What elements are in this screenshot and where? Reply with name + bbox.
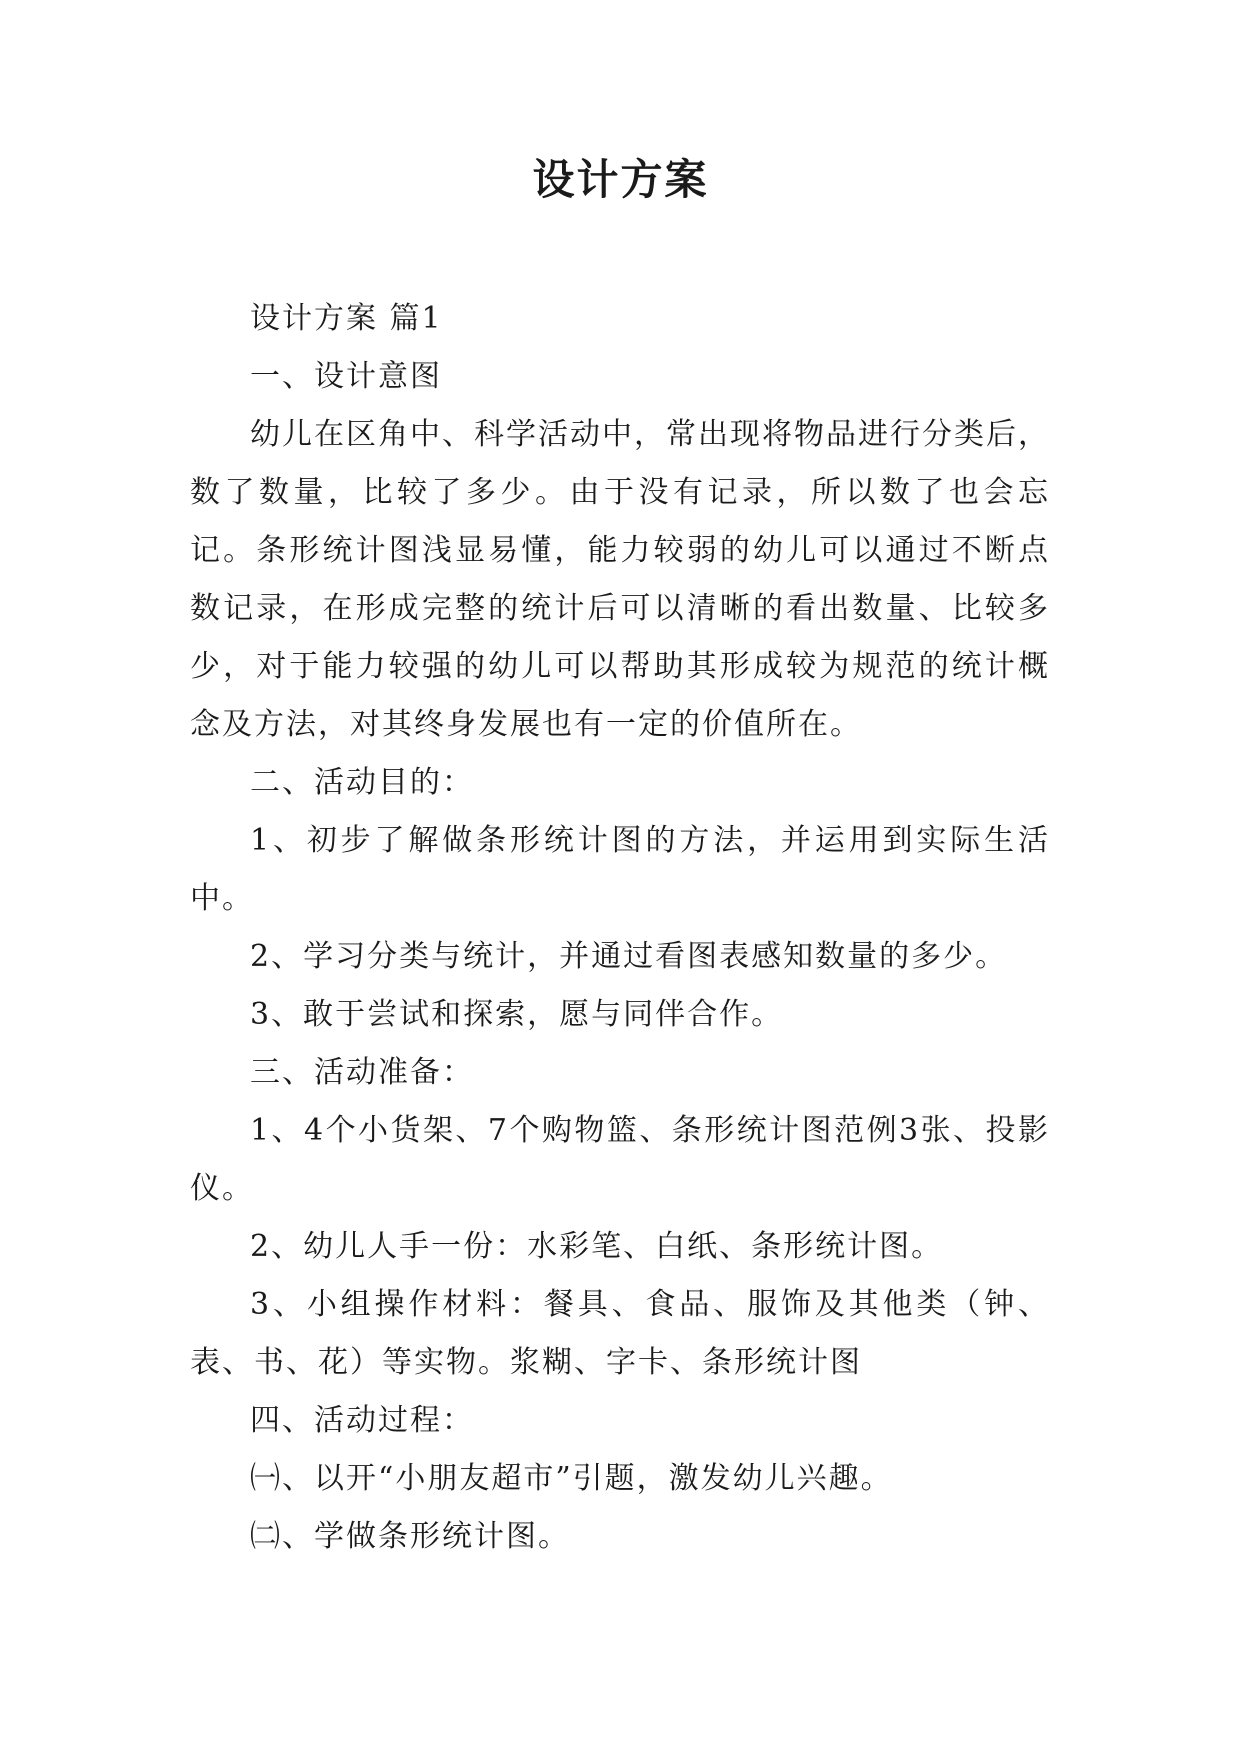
heading-activity-preparation: 三、活动准备： [250, 1055, 474, 1090]
heading-activity-process: 四、活动过程： [250, 1403, 474, 1438]
goal-item-2: 2、学习分类与统计，并通过看图表感知数量的多少。 [250, 939, 1008, 974]
section-heading: 设计方案 篇1 [250, 301, 443, 336]
document-title: 设计方案 [532, 155, 709, 204]
goal-item-1: 1、初步了解做条形统计图的方法，并运用到实际生活中。 [190, 823, 1050, 916]
preparation-item-1: 1、4个小货架、7个购物篮、条形统计图范例3张、投影仪。 [190, 1113, 1050, 1206]
heading-activity-goals: 二、活动目的： [250, 765, 474, 800]
paragraph-design-intent: 幼儿在区角中、科学活动中，常出现将物品进行分类后，数了数量，比较了多少。由于没有记录，所以数了也会忘记。条形统计图浅显易懂，能力较弱的幼儿可以通过不断点数记录，在形成完整的统计后可以清晰的看出数量、比较多少，对于能力较强的幼儿可以帮助其形成较为规范的统计概念及方法，对其终身发展也有一定的价值所在。 [190, 417, 1050, 742]
process-item-2: ㈡、学做条形统计图。 [250, 1519, 570, 1554]
goal-item-3: 3、敢于尝试和探索，愿与同伴合作。 [250, 997, 784, 1032]
heading-design-intent: 一、设计意图 [250, 359, 442, 394]
process-item-1: ㈠、以开“小朋友超市”引题，激发幼儿兴趣。 [250, 1461, 893, 1496]
preparation-item-3: 3、小组操作材料：餐具、食品、服饰及其他类（钟、表、书、花）等实物。浆糊、字卡、条形统计图 [190, 1287, 1050, 1380]
preparation-item-2: 2、幼儿人手一份：水彩笔、白纸、条形统计图。 [250, 1229, 944, 1264]
document-body [190, 290, 1050, 1566]
